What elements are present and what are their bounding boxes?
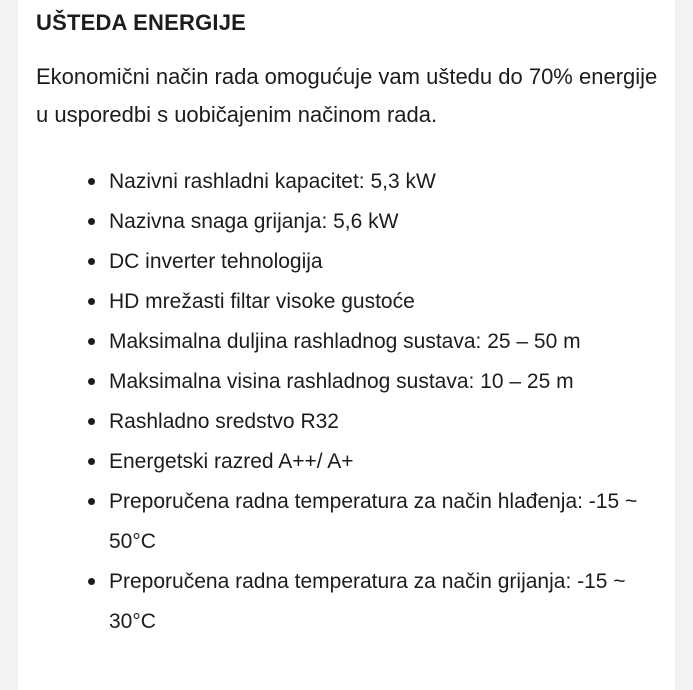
- list-item: [18, 242, 675, 282]
- content-card: [18, 0, 675, 690]
- list-item: [18, 162, 675, 202]
- feature-text: Maksimalna duljina rashladnog sustava: 25 – 50 m: [109, 330, 581, 353]
- feature-text: Preporučena radna temperatura za način grijanja: -15 ~ 30°C: [109, 570, 626, 633]
- feature-text: Maksimalna visina rashladnog sustava: 10 – 25 m: [109, 370, 574, 393]
- bullet-icon: [88, 578, 95, 585]
- bullet-icon: [88, 258, 95, 265]
- feature-text: Nazivni rashladni kapacitet: 5,3 kW: [109, 170, 436, 193]
- section-title: UŠTEDA ENERGIJE: [36, 10, 247, 35]
- feature-text: Preporučena radna temperatura za način hlađenja: -15 ~ 50°C: [109, 490, 638, 553]
- bullet-icon: [88, 498, 95, 505]
- bullet-icon: [88, 418, 95, 425]
- feature-text: DC inverter tehnologija: [109, 250, 323, 273]
- list-item: [18, 562, 675, 642]
- intro-paragraph: Ekonomični način rada omogućuje vam uštedu do 70% energije u usporedbi s uobičajenim načinom rada.: [36, 64, 658, 127]
- bullet-icon: [88, 298, 95, 305]
- bullet-icon: [88, 338, 95, 345]
- list-item: [18, 282, 675, 322]
- feature-text: HD mrežasti filtar visoke gustoće: [109, 290, 415, 313]
- list-item: [18, 402, 675, 442]
- feature-text: Rashladno sredstvo R32: [109, 410, 339, 433]
- feature-text: Nazivna snaga grijanja: 5,6 kW: [109, 210, 399, 233]
- bullet-icon: [88, 218, 95, 225]
- list-item: [18, 442, 675, 482]
- feature-list: [18, 162, 675, 642]
- list-item: [18, 362, 675, 402]
- list-item: [18, 322, 675, 362]
- bullet-icon: [88, 458, 95, 465]
- list-item: [18, 202, 675, 242]
- list-item: [18, 482, 675, 562]
- feature-text: Energetski razred A++/ A+: [109, 450, 354, 473]
- bullet-icon: [88, 178, 95, 185]
- bullet-icon: [88, 378, 95, 385]
